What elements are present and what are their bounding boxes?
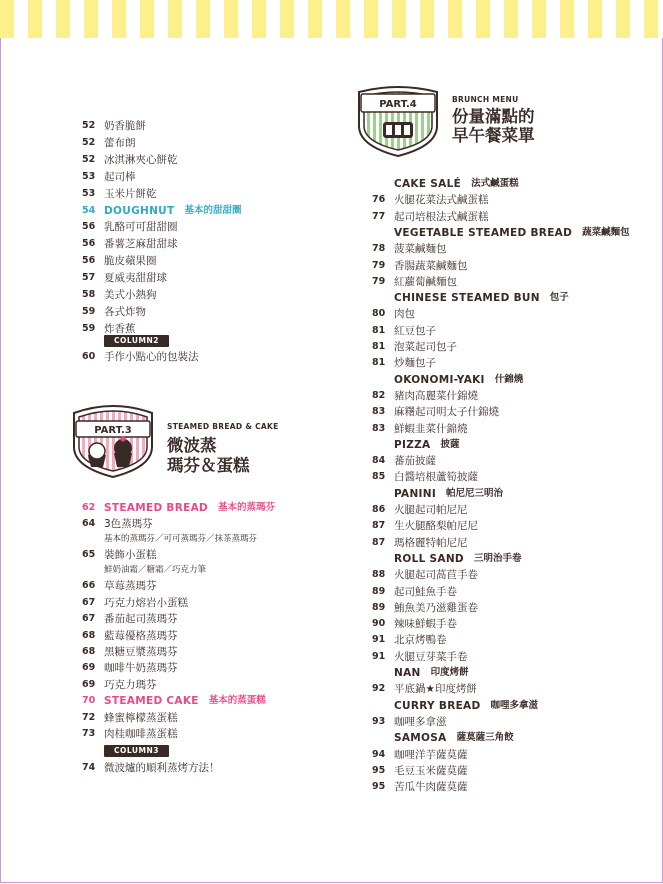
section-title-zh: 蔬菜鹹麵包 [582, 226, 630, 238]
toc-entry[interactable] [372, 632, 447, 648]
page-number: 90 [372, 618, 386, 630]
page-number: 81 [372, 357, 386, 369]
toc-entry[interactable] [82, 304, 146, 320]
toc-entry[interactable] [372, 681, 477, 697]
section-title-zh: 基本的蒸瑪芬 [218, 502, 276, 513]
entry-title: 火腿花菜法式鹹蛋糕 [394, 194, 489, 207]
part3-title-line1: 微波蒸 [167, 436, 217, 455]
entry-title: 夏威夷甜甜球 [104, 272, 167, 285]
section-title-zh: 什錦燒 [494, 373, 524, 385]
toc-entry[interactable] [372, 600, 478, 616]
section-title-zh: 咖哩多拿滋 [490, 699, 539, 711]
section-title-en: NAN [394, 667, 421, 679]
section-title-en: CURRY BREAD [394, 699, 481, 712]
toc-entry[interactable] [82, 152, 178, 168]
page-number: 56 [82, 238, 96, 250]
toc-entry[interactable] [82, 236, 178, 252]
entry-title: 微波爐的順利蒸烤方法！ [104, 762, 220, 774]
toc-entry[interactable] [372, 306, 415, 322]
page-number: 86 [372, 504, 386, 515]
page-number: 91 [372, 650, 386, 662]
entry-title: 起司培根法式鹹蛋糕 [394, 210, 489, 223]
entry-title: 咖哩多拿滋 [394, 715, 447, 728]
toc-entry[interactable] [372, 274, 457, 290]
entry-title: 瑪格麗特帕尼尼 [394, 536, 468, 549]
entry-title: 草莓蒸瑪芬 [104, 580, 157, 593]
toc-entry[interactable] [82, 169, 136, 185]
toc-entry[interactable] [372, 763, 468, 779]
entry-title: 脆皮蘋果圈 [104, 255, 157, 268]
part4-title-line2: 早午餐菜單 [452, 126, 535, 145]
toc-entry[interactable] [82, 270, 167, 286]
entry-title: 火腿豆芽菜手卷 [394, 650, 468, 663]
toc-entry[interactable] [372, 535, 468, 551]
toc-entry[interactable] [372, 453, 436, 469]
section-title-en: STEAMED BREAD [104, 502, 209, 514]
entry-title: 平底鍋★印度烤餅 [394, 683, 477, 696]
page-number: 88 [372, 569, 386, 581]
page-number: 62 [82, 502, 96, 513]
page-number: 59 [82, 322, 96, 334]
section-heading[interactable] [394, 551, 521, 567]
toc-entry[interactable] [372, 421, 468, 437]
section-title-zh: 基本的甜甜圈 [184, 204, 242, 216]
entry-title: 炒麵包子 [394, 357, 436, 370]
section-title-en: PANINI [394, 487, 437, 500]
toc-entry[interactable] [372, 502, 468, 518]
page-number: 91 [372, 634, 386, 646]
entry-subtitle: 基本的蒸瑪芬／可可蒸瑪芬／抹茶蒸瑪芬 [104, 533, 258, 544]
page-number: 56 [82, 221, 96, 233]
page-number: 66 [82, 580, 96, 592]
entry-title: 北京烤鴨卷 [394, 634, 447, 647]
page-number: 95 [372, 781, 386, 793]
entry-title: 肉包 [394, 308, 415, 321]
entry-title: 藍莓優格蒸瑪芬 [104, 629, 178, 642]
page-number: 84 [372, 455, 386, 467]
page-number: 54 [82, 204, 96, 216]
page-number: 74 [82, 762, 96, 773]
section-heading[interactable] [394, 665, 469, 681]
entry-title: 火腿起司帕尼尼 [394, 504, 468, 516]
section-title-en: CAKE SALÉ [394, 178, 462, 190]
entry-title: 炸香蕉 [104, 322, 136, 335]
section-title-en: ROLL SAND [394, 552, 464, 565]
section-title-zh: 薩莫薩三角餃 [456, 732, 514, 744]
toc-entry[interactable] [82, 349, 199, 365]
entry-title: 泡菜起司包子 [394, 341, 457, 353]
part3-badge [70, 405, 156, 479]
entry-title: 玉米片餅乾 [104, 187, 157, 200]
page-number: 89 [372, 601, 386, 613]
page-number: 69 [82, 662, 96, 674]
section-title-en: PIZZA [394, 438, 431, 451]
toc-entry[interactable] [82, 253, 157, 269]
part3-badge-text: PART.3 [94, 425, 132, 436]
entry-title: 白醬培根蘆筍披薩 [394, 471, 478, 484]
section-heading[interactable] [394, 290, 569, 306]
toc-entry[interactable] [82, 595, 188, 611]
entry-title: 巧克力熔岩小蛋糕 [104, 596, 188, 609]
section-heading[interactable] [394, 176, 519, 192]
entry-title: 生火腿酪梨帕尼尼 [394, 520, 478, 533]
section-title-en: SAMOSA [394, 732, 447, 745]
page-number: 68 [82, 629, 96, 641]
section-heading[interactable] [394, 372, 523, 388]
page-number: 69 [82, 678, 96, 690]
toc-entry[interactable] [82, 287, 157, 303]
section-title-zh: 披薩 [440, 438, 460, 450]
entry-title: 蕾布朗 [104, 136, 136, 149]
decorative-top-stripes [0, 0, 663, 38]
toc-entry[interactable] [82, 660, 178, 676]
page-number: 85 [372, 471, 386, 483]
page-number: 67 [82, 613, 96, 625]
section-title-zh: 印度烤餅 [430, 667, 469, 678]
page-number: 87 [372, 536, 386, 548]
entry-title: 紅蘿蔔鹹麵包 [394, 275, 457, 288]
page-number: 80 [372, 308, 386, 320]
entry-title: 毛豆玉米薩莫薩 [394, 764, 468, 777]
entry-title: 咖哩洋芋薩莫薩 [394, 748, 468, 761]
toc-entry[interactable] [82, 500, 275, 516]
toc-entry[interactable] [372, 584, 457, 600]
entry-title: 番薯芝麻甜甜球 [104, 238, 178, 251]
section-heading[interactable] [394, 730, 514, 746]
page-number: 65 [82, 549, 96, 561]
section-title-zh: 三明治手卷 [473, 552, 522, 564]
toc-entry[interactable] [82, 578, 157, 594]
page-number: 82 [372, 389, 386, 401]
toc-entry[interactable] [372, 339, 457, 355]
part4-label: BRUNCH MENU [452, 95, 519, 104]
page-number: 57 [82, 272, 96, 284]
toc-entry[interactable] [372, 241, 447, 257]
page-number: 52 [82, 136, 96, 148]
page-number: 77 [372, 210, 386, 222]
toc-entry[interactable] [82, 644, 178, 660]
toc-entry[interactable] [82, 219, 178, 235]
toc-entry[interactable] [82, 135, 136, 151]
page-number: 83 [372, 406, 386, 418]
part4-title-line1: 份量滿點的 [452, 107, 535, 126]
toc-entry[interactable] [372, 258, 468, 274]
entry-title: 3色蒸瑪芬 [104, 518, 153, 531]
toc-entry[interactable] [372, 469, 478, 485]
page-number: 92 [372, 683, 386, 695]
page-number: 78 [372, 243, 386, 255]
entry-title: 各式炸物 [104, 305, 146, 318]
page-number: 79 [372, 259, 386, 271]
entry-title: 鮪魚美乃滋雞蛋卷 [394, 601, 478, 614]
entry-title: 黑糖豆漿蒸瑪芬 [104, 646, 178, 658]
page-number: 53 [82, 170, 96, 182]
section-title-en: OKONOMI-YAKI [394, 373, 485, 386]
page-number: 52 [82, 120, 96, 131]
toc-entry[interactable] [82, 516, 153, 532]
section-heading[interactable] [394, 225, 630, 241]
page-number: 81 [372, 341, 386, 352]
toc-entry[interactable] [372, 388, 478, 404]
entry-title: 起司棒 [104, 170, 136, 183]
toc-entry[interactable] [82, 118, 146, 134]
toc-entry[interactable] [82, 628, 178, 644]
page-number: 60 [82, 351, 96, 362]
entry-title: 裝飾小蛋糕 [104, 549, 157, 562]
page-number: 76 [372, 194, 386, 206]
page-number: 67 [82, 596, 96, 608]
entry-title: 肉桂咖啡蒸蛋糕 [104, 728, 178, 740]
page-number: 64 [82, 518, 96, 530]
toc-entry[interactable] [372, 649, 468, 665]
toc-entry[interactable] [82, 726, 178, 742]
page-number: 81 [372, 324, 386, 336]
section-title-zh: 包子 [549, 292, 569, 304]
entry-title: 番茄起司蒸瑪芬 [104, 613, 178, 626]
toc-entry[interactable] [372, 567, 478, 583]
entry-title: 奶香脆餅 [104, 120, 146, 132]
section-title-en: STEAMED CAKE [104, 695, 199, 708]
page-number: 93 [372, 715, 386, 727]
entry-title: 手作小點心的包裝法 [104, 351, 199, 363]
toc-entry[interactable] [82, 203, 241, 219]
page-number: 79 [372, 275, 386, 287]
toc-entry[interactable] [82, 547, 157, 563]
entry-title: 蕃茄披薩 [394, 455, 436, 468]
section-title-zh: 帕尼尼三明治 [446, 487, 504, 499]
part4-badge-text: PART.4 [379, 99, 417, 110]
section-title-en: DOUGHNUT [104, 204, 175, 217]
entry-title: 菠菜鹹麵包 [394, 243, 447, 256]
section-title-en: VEGETABLE STEAMED BREAD [394, 226, 573, 239]
entry-title: 巧克力瑪芬 [104, 678, 157, 691]
toc-entry[interactable] [372, 518, 478, 534]
entry-subtitle: 鮮奶油霜／糖霜／巧克力筆 [104, 564, 207, 575]
entry-title: 辣味鮮蝦手卷 [394, 618, 457, 631]
section-title-zh: 基本的蒸蛋糕 [208, 695, 266, 707]
page-number: 95 [372, 764, 386, 776]
page-number: 58 [82, 289, 96, 300]
toc-entry[interactable] [372, 192, 489, 208]
entry-title: 麻糬起司明太子什錦燒 [394, 406, 499, 419]
entry-title: 冰淇淋夾心餅乾 [104, 153, 178, 166]
toc-entry[interactable] [372, 355, 436, 371]
toc-entry[interactable] [372, 779, 468, 795]
page-number: 87 [372, 520, 386, 532]
toc-entry[interactable] [82, 760, 220, 776]
toc-entry[interactable] [82, 186, 157, 202]
toc-entry[interactable] [372, 714, 447, 730]
part4-badge [355, 86, 441, 158]
column3-label: COLUMN3 [104, 745, 169, 757]
entry-title: 乳酪可可甜甜圈 [104, 221, 178, 234]
section-title-en: CHINESE STEAMED BUN [394, 292, 540, 305]
section-title-zh: 法式鹹蛋糕 [471, 178, 519, 189]
page-number: 70 [82, 695, 96, 707]
toc-entry[interactable] [82, 710, 178, 726]
entry-title: 火腿起司萵苣手卷 [394, 569, 478, 582]
entry-title: 紅豆包子 [394, 324, 436, 337]
page-number: 59 [82, 305, 96, 317]
page-number: 72 [82, 711, 96, 723]
entry-title: 咖啡牛奶蒸瑪芬 [104, 662, 178, 675]
toc-entry[interactable] [82, 693, 266, 709]
toc-entry[interactable] [372, 209, 489, 225]
entry-title: 香腸蔬菜鹹麵包 [394, 259, 468, 272]
entry-title: 起司鮭魚手卷 [394, 585, 457, 598]
toc-entry[interactable] [82, 611, 178, 627]
page-number: 89 [372, 585, 386, 597]
entry-title: 豬肉高麗菜什錦燒 [394, 389, 478, 402]
page-number: 94 [372, 748, 386, 760]
toc-entry[interactable] [372, 323, 436, 339]
toc-entry[interactable] [372, 747, 468, 763]
page-number: 68 [82, 646, 96, 657]
entry-title: 蜂蜜檸檬蒸蛋糕 [104, 711, 178, 724]
page-number: 56 [82, 255, 96, 267]
part3-label: STEAMED BREAD & CAKE [167, 422, 279, 431]
section-heading[interactable] [394, 698, 538, 714]
column2-label: COLUMN2 [104, 335, 169, 347]
section-heading[interactable] [394, 437, 459, 453]
page-number: 52 [82, 153, 96, 165]
page-number: 73 [82, 728, 96, 739]
part3-title-line2: 瑪芬＆蛋糕 [167, 456, 250, 475]
entry-title: 美式小熱狗 [104, 289, 157, 301]
toc-entry[interactable] [82, 677, 157, 693]
page-number: 53 [82, 187, 96, 199]
toc-entry[interactable] [372, 616, 457, 632]
section-heading[interactable] [394, 486, 503, 502]
toc-entry[interactable] [372, 404, 499, 420]
page-number: 83 [372, 422, 386, 434]
entry-title: 鮮蝦韭菜什錦燒 [394, 422, 468, 435]
toast-icon [383, 122, 413, 138]
entry-title: 苦瓜牛肉薩莫薩 [394, 781, 468, 794]
